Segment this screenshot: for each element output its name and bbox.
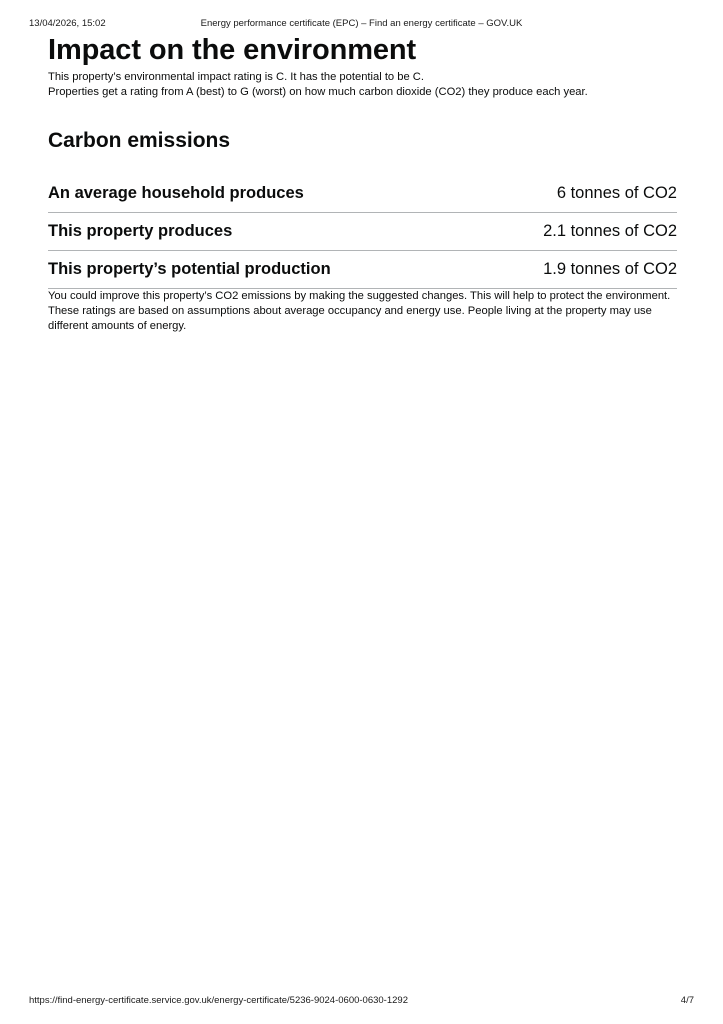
- main-content: [48, 30, 677, 334]
- print-url: https://find-energy-certificate.service.gov.uk/energy-certificate/5236-9024-0600-0630-1292: [29, 995, 408, 1006]
- print-footer: [0, 995, 723, 1009]
- carbon-emissions-heading: Carbon emissions: [48, 129, 231, 152]
- summary-row-potential-production: [48, 251, 677, 289]
- summary-row-label: This property’s potential production: [48, 260, 331, 278]
- improvement-note: You could improve this property’s CO2 emissions by making the suggested changes. This will help to protect the environment.: [48, 290, 671, 302]
- impact-rating-text: This property’s environmental impact rating is C. It has the potential to be C.: [48, 71, 424, 83]
- assumptions-note: These ratings are based on assumptions about average occupancy and energy use. People living at the property may use different amounts of energy.: [48, 305, 652, 332]
- summary-row-property-produces: [48, 213, 677, 251]
- summary-row-value: 1.9 tonnes of CO2: [543, 260, 677, 278]
- summary-row-value: 6 tonnes of CO2: [556, 184, 677, 202]
- summary-row-average-household: [48, 175, 677, 213]
- summary-row-label: An average household produces: [48, 184, 304, 202]
- carbon-emissions-summary-list: [48, 175, 677, 289]
- print-datetime: 13/04/2026, 15:02: [29, 18, 106, 29]
- rating-scale-text: Properties get a rating from A (best) to G (worst) on how much carbon dioxide (CO2) they produce each year.: [48, 86, 588, 98]
- print-page-title: Energy performance certificate (EPC) – Find an energy certificate – GOV.UK: [200, 18, 523, 29]
- print-page-number: 4/7: [680, 995, 694, 1006]
- summary-row-value: 2.1 tonnes of CO2: [543, 222, 677, 240]
- summary-row-label: This property produces: [48, 222, 233, 240]
- page-heading: Impact on the environment: [48, 34, 417, 66]
